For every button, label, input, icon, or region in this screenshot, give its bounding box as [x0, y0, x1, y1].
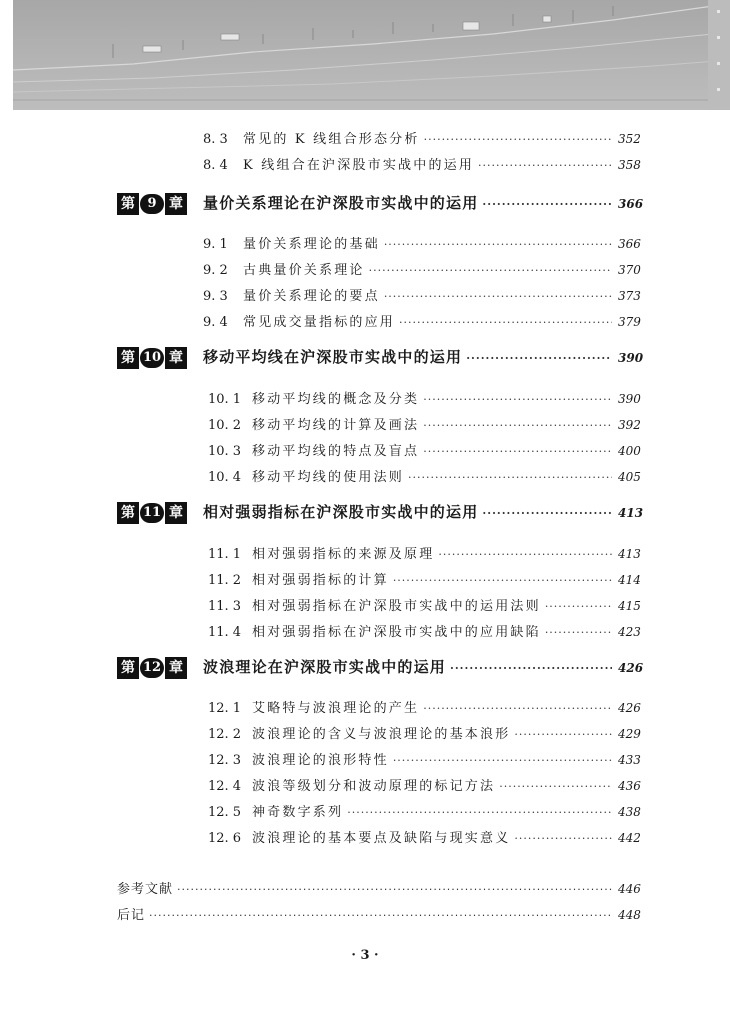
afterword-title: 后记	[117, 908, 146, 923]
dot-leader	[149, 909, 612, 922]
page-number: 366	[618, 237, 641, 251]
dot-leader	[499, 780, 612, 793]
page-number: 392	[618, 418, 641, 432]
toc-entry-12-4[interactable]	[208, 775, 640, 794]
page-footer: · 3 ·	[351, 948, 379, 963]
section-number: 9. 3	[203, 289, 228, 304]
section-title: 移动平均线的特点及盲点	[252, 444, 420, 459]
badge-number: 9	[140, 194, 164, 214]
section-number: 12. 4	[208, 779, 242, 794]
section-number: 10. 1	[208, 392, 242, 407]
page-number: 446	[618, 882, 641, 896]
badge-number: 12	[140, 658, 164, 678]
page-number: 415	[618, 599, 641, 613]
chapter-title: 相对强弱指标在沪深股市实战中的运用	[203, 503, 479, 521]
page-number: 390	[618, 351, 644, 365]
section-title: 相对强弱指标在沪深股市实战中的应用缺陷	[252, 625, 541, 640]
section-number: 9. 2	[203, 263, 228, 278]
dot-leader	[393, 754, 612, 767]
page-number: 448	[618, 908, 641, 922]
page-number: 390	[618, 392, 641, 406]
section-number: 12. 1	[208, 701, 242, 716]
section-number: 12. 5	[208, 805, 242, 820]
toc-entry-10-4[interactable]	[208, 466, 640, 485]
badge-suffix: 章	[165, 502, 187, 524]
chapter-badge	[117, 347, 187, 369]
dot-leader	[347, 806, 612, 819]
page-number: 426	[618, 701, 641, 715]
toc-entry-12-5[interactable]	[208, 801, 640, 820]
badge-suffix: 章	[165, 193, 187, 215]
section-title: 波浪理论的基本要点及缺陷与现实意义	[252, 831, 511, 846]
page-number: 438	[618, 805, 641, 819]
section-number: 10. 2	[208, 418, 242, 433]
toc-entry-8-3[interactable]	[203, 128, 640, 147]
section-title: 常见成交量指标的应用	[243, 315, 396, 330]
page-number: 379	[618, 315, 641, 329]
page-number: 352	[618, 132, 641, 146]
page-number: 442	[618, 831, 641, 845]
dot-leader	[514, 832, 612, 845]
section-title: 艾略特与波浪理论的产生	[252, 701, 420, 716]
dot-leader	[423, 419, 612, 432]
page-number: 413	[618, 506, 644, 520]
references-title: 参考文献	[117, 882, 174, 897]
section-title: 古典量价关系理论	[243, 263, 365, 278]
toc-entry-10-3[interactable]	[208, 440, 640, 459]
section-title: 相对强弱指标在沪深股市实战中的运用法则	[252, 599, 541, 614]
page-number: 413	[618, 547, 641, 561]
section-title: 移动平均线的计算及画法	[252, 418, 420, 433]
section-number: 10. 3	[208, 444, 242, 459]
section-title: K 线组合在沪深股市实战中的运用	[243, 158, 475, 173]
page-number: 358	[618, 158, 641, 172]
toc-entry-9-2[interactable]	[203, 259, 640, 278]
section-title: 相对强弱指标的计算	[252, 573, 389, 588]
section-title: 波浪理论的浪形特性	[252, 753, 389, 768]
toc-entry-8-4[interactable]	[203, 154, 640, 173]
section-number: 12. 2	[208, 727, 242, 742]
page-number: 423	[618, 625, 641, 639]
dot-leader	[408, 471, 612, 484]
section-number: 8. 3	[203, 132, 228, 147]
page-number: 373	[618, 289, 641, 303]
dot-leader	[384, 290, 612, 303]
dot-leader	[384, 238, 612, 251]
page-number: 366	[618, 197, 644, 211]
toc-entry-11-3[interactable]	[208, 595, 640, 614]
section-number: 11. 3	[208, 599, 242, 614]
dot-leader	[482, 198, 612, 211]
toc-entry-12-1[interactable]	[208, 697, 640, 716]
section-number: 8. 4	[203, 158, 228, 173]
chapter-title: 量价关系理论在沪深股市实战中的运用	[203, 194, 479, 212]
section-title: 量价关系理论的基础	[243, 237, 380, 252]
dot-leader	[423, 702, 612, 715]
section-number: 11. 4	[208, 625, 242, 640]
badge-suffix: 章	[165, 657, 187, 679]
toc-entry-9-4[interactable]	[203, 311, 640, 330]
chapter-badge	[117, 657, 187, 679]
toc-entry-9-3[interactable]	[203, 285, 640, 304]
dot-leader	[466, 352, 612, 365]
section-title: 量价关系理论的要点	[243, 289, 380, 304]
section-number: 11. 1	[208, 547, 242, 562]
badge-number: 11	[140, 503, 164, 523]
section-title: 波浪理论的含义与波浪理论的基本浪形	[252, 727, 511, 742]
page-number: 400	[618, 444, 641, 458]
section-title: 移动平均线的概念及分类	[252, 392, 420, 407]
toc-chapter-10[interactable]	[117, 346, 644, 369]
toc-references[interactable]	[117, 878, 640, 897]
section-title: 常见的 K 线组合形态分析	[243, 132, 420, 147]
section-title: 相对强弱指标的来源及原理	[252, 547, 435, 562]
section-number: 10. 4	[208, 470, 242, 485]
dot-leader	[514, 728, 612, 741]
dot-leader	[399, 316, 612, 329]
page-number: 429	[618, 727, 641, 741]
dot-leader	[450, 662, 612, 675]
page-number: 426	[618, 661, 644, 675]
badge-prefix: 第	[117, 347, 139, 369]
section-number: 9. 4	[203, 315, 228, 330]
toc-chapter-12[interactable]	[117, 656, 644, 679]
dot-leader	[393, 574, 612, 587]
section-number: 9. 1	[203, 237, 228, 252]
page-number: 405	[618, 470, 641, 484]
badge-number: 10	[140, 348, 164, 368]
toc-afterword[interactable]	[117, 904, 640, 923]
section-title: 移动平均线的使用法则	[252, 470, 405, 485]
page-number: 433	[618, 753, 641, 767]
toc-entry-11-1[interactable]	[208, 543, 640, 562]
chapter-title: 移动平均线在沪深股市实战中的运用	[203, 348, 463, 366]
section-number: 12. 3	[208, 753, 242, 768]
toc-entry-9-1[interactable]	[203, 233, 640, 252]
page-number: 370	[618, 263, 641, 277]
dot-leader	[478, 159, 612, 172]
section-number: 12. 6	[208, 831, 242, 846]
badge-prefix: 第	[117, 193, 139, 215]
chapter-title: 波浪理论在沪深股市实战中的运用	[203, 658, 447, 676]
dot-leader	[424, 133, 612, 146]
dot-leader	[482, 507, 612, 520]
dot-leader	[369, 264, 612, 277]
dot-leader	[438, 548, 612, 561]
badge-prefix: 第	[117, 502, 139, 524]
page-number: 414	[618, 573, 641, 587]
dot-leader	[177, 883, 612, 896]
dot-leader	[423, 393, 612, 406]
chapter-badge	[117, 502, 187, 524]
badge-suffix: 章	[165, 347, 187, 369]
toc-entry-12-6[interactable]	[208, 827, 640, 846]
toc-entry-12-2[interactable]	[208, 723, 640, 742]
toc-entry-10-1[interactable]	[208, 388, 640, 407]
toc-chapter-11[interactable]	[117, 501, 644, 524]
toc-chapter-9[interactable]	[117, 192, 644, 215]
toc-entry-10-2[interactable]	[208, 414, 640, 433]
section-title: 神奇数字系列	[252, 805, 344, 820]
toc-entry-11-4[interactable]	[208, 621, 640, 640]
toc-entry-11-2[interactable]	[208, 569, 640, 588]
badge-prefix: 第	[117, 657, 139, 679]
dot-leader	[423, 445, 612, 458]
toc-entry-12-3[interactable]	[208, 749, 640, 768]
page-number: 436	[618, 779, 641, 793]
section-title: 波浪等级划分和波动原理的标记方法	[252, 779, 496, 794]
chapter-badge	[117, 193, 187, 215]
section-number: 11. 2	[208, 573, 242, 588]
dot-leader	[545, 626, 612, 639]
dot-leader	[545, 600, 612, 613]
